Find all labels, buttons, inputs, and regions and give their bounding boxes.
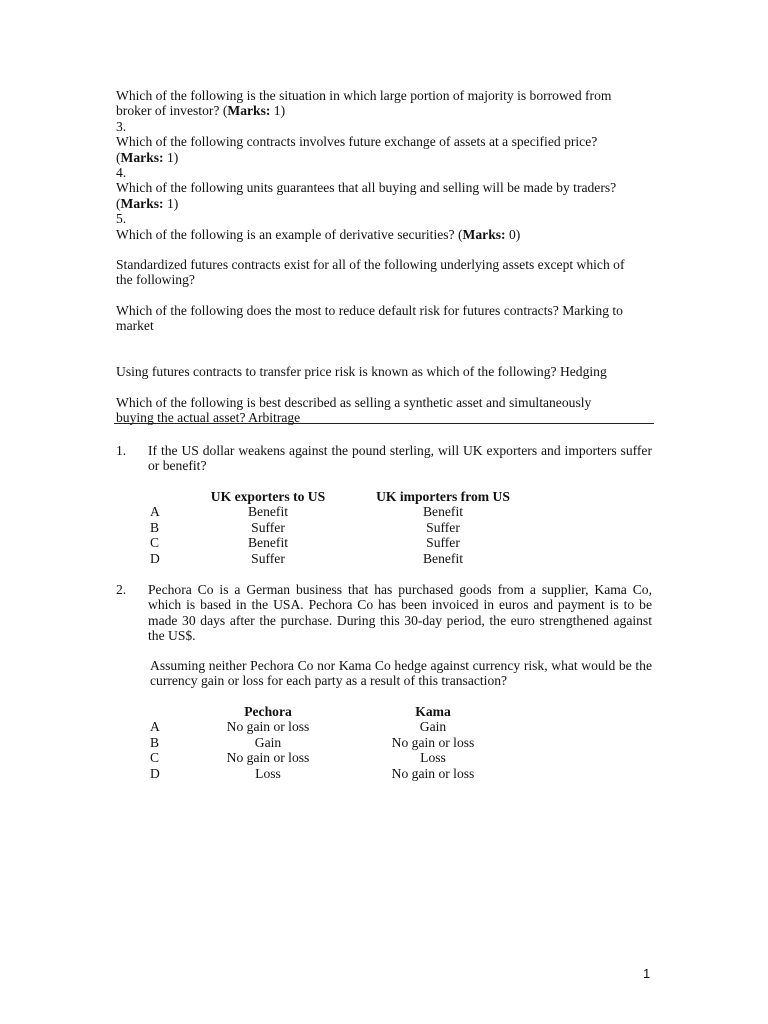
question-default-risk (116, 303, 652, 334)
option-letter: D (150, 765, 160, 781)
option-letter: A (150, 719, 160, 735)
option-letter: C (150, 535, 160, 551)
option-cell: Suffer (426, 535, 460, 551)
question-arbitrage (116, 395, 652, 426)
question-default-line1: Which of the following does the most to reduce default risk for futures contracts? Marking to (116, 303, 623, 318)
question-borrowed-line1: Which of the following is the situation in which large portion of majority is borrowed from (116, 88, 612, 103)
table-header-row (150, 704, 570, 719)
question-standardized-line2: the following? (116, 272, 195, 288)
question-borrowed-line2: broker of investor? (Marks: 1) (116, 103, 286, 119)
question-arbitrage-line1: Which of the following is best described as selling a synthetic asset and simultaneously (116, 395, 592, 410)
table-row (150, 766, 570, 781)
question-units: Which of the following units guarantees that all buying and selling will be made by traders? (116, 180, 617, 196)
column-header-pechora: Pechora (244, 704, 292, 719)
option-cell: Benefit (247, 504, 289, 520)
question1-text-body: If the US dollar weakens against the pound sterling, will UK exporters and importers suffer or benefit? (148, 443, 652, 474)
option-cell: Gain (419, 719, 447, 735)
option-letter: B (150, 519, 160, 535)
intro-question-block (116, 88, 652, 242)
question2-options-table (150, 704, 570, 781)
table-row (150, 551, 570, 566)
question1-options-table (150, 489, 570, 566)
question-hedging-line: Using futures contracts to transfer price risk is known as which of the following? Hedging (116, 364, 607, 379)
option-letter: A (150, 504, 160, 520)
section-divider (114, 423, 654, 424)
option-cell: Benefit (247, 535, 289, 551)
option-cell: Suffer (251, 519, 285, 535)
option-cell: Suffer (426, 519, 460, 535)
question1-number: 1. (116, 443, 127, 458)
table-row (150, 750, 570, 765)
option-cell: No gain or loss (391, 734, 475, 750)
option-letter: D (150, 550, 160, 566)
column-header-kama: Kama (415, 704, 451, 719)
column-header-exporters: UK exporters to US (210, 489, 326, 504)
table-header-row (150, 489, 570, 504)
question2-prompt-body: Assuming neither Pechora Co nor Kama Co hedge against currency risk, what would be the currency gain or loss for each party as a result of this transaction? (150, 658, 652, 689)
option-cell: No gain or loss (391, 765, 475, 781)
question2-number: 2. (116, 582, 127, 597)
table-row (150, 504, 570, 519)
table-row (150, 535, 570, 550)
option-cell: Gain (254, 734, 282, 750)
question-contracts-marks: (Marks: 1) (116, 149, 179, 165)
column-header-importers: UK importers from US (376, 489, 510, 504)
question1-text (148, 443, 652, 474)
item-number-4: 4. (116, 165, 127, 181)
question-standardized-line1: Standardized futures contracts exist for all of the following underlying assets except which of (116, 257, 625, 272)
option-letter: C (150, 750, 160, 766)
question-arbitrage-line2: buying the actual asset? Arbitrage (116, 410, 301, 426)
option-cell: Benefit (422, 504, 464, 520)
question-default-line2: market (116, 318, 154, 334)
table-row (150, 735, 570, 750)
option-cell: Loss (255, 765, 281, 781)
option-cell: Suffer (251, 550, 285, 566)
option-cell: Benefit (422, 550, 464, 566)
item-number-5: 5. (116, 211, 127, 227)
question-hedging (116, 364, 652, 379)
question-derivative: Which of the following is an example of derivative securities? (Marks: 0) (116, 226, 521, 242)
item-number-3: 3. (116, 118, 127, 134)
option-cell: No gain or loss (226, 750, 310, 766)
question-contracts: Which of the following contracts involves future exchange of assets at a specified price? (116, 134, 598, 150)
option-cell: Loss (420, 750, 446, 766)
option-letter: B (150, 734, 160, 750)
page-number: 1 (643, 966, 651, 981)
question-units-marks: (Marks: 1) (116, 195, 179, 211)
question2-text-body: Pechora Co is a German business that has purchased goods from a supplier, Kama Co, which is based in the USA. Pechora Co has been invoiced in euros and payment is to be made 30 days after the purchase. During this 30-day period, the euro strengthened against the US$. (148, 582, 652, 644)
option-cell: No gain or loss (226, 719, 310, 735)
question-standardized (116, 257, 652, 288)
question2-text (148, 582, 652, 644)
table-row (150, 520, 570, 535)
table-row (150, 719, 570, 734)
question2-prompt (150, 658, 652, 689)
